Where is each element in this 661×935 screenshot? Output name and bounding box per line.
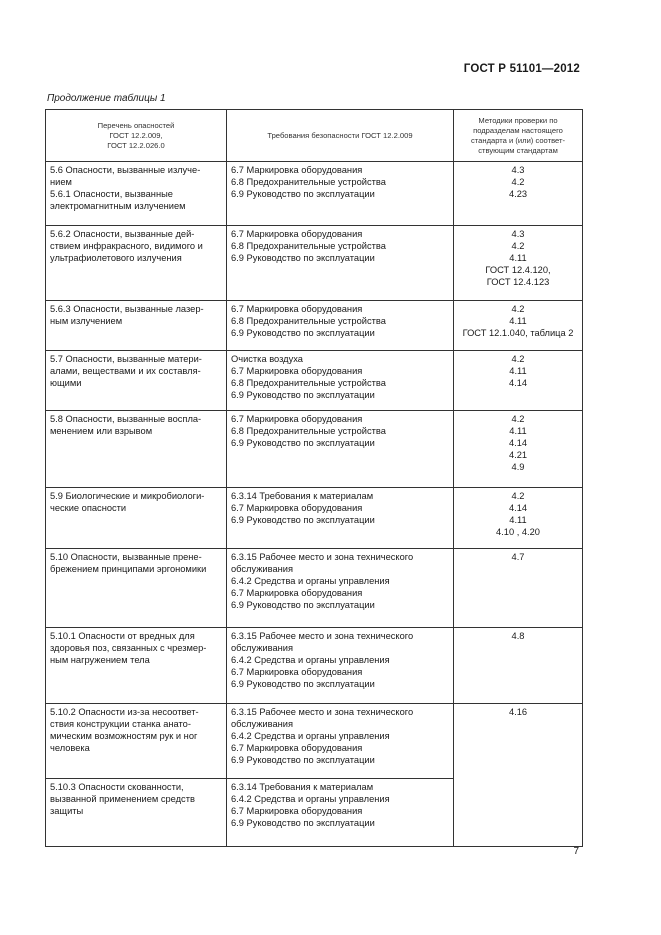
hazard-cell: [46, 162, 227, 226]
cell-line: 4.9: [511, 462, 525, 472]
cell-line: 4.2: [511, 491, 525, 501]
cell-line: 6.4.2 Средства и органы управления: [231, 731, 390, 741]
cell-line: 6.8 Предохранительные устройства: [231, 378, 386, 388]
cell-line: 6.9 Руководство по эксплуатации: [231, 818, 375, 828]
table-row: [46, 301, 583, 351]
cell-line: мическим возможностям рук и ног: [50, 731, 198, 741]
cell-line: 5.10.3 Опасности скованности,: [50, 782, 184, 792]
cell-line: 4.2: [511, 241, 525, 251]
cell-line: 4.8: [511, 631, 525, 641]
methods-cell: [454, 411, 583, 488]
table-header-row: [46, 110, 583, 162]
table-row: [46, 549, 583, 628]
hazard-cell: [46, 779, 227, 847]
page-number: 7: [573, 846, 579, 857]
cell-line: здоровья поз, связанных с чрезмер-: [50, 643, 207, 653]
table-row: [46, 488, 583, 549]
hazard-cell: [46, 704, 227, 779]
hazard-cell: [46, 351, 227, 411]
cell-line: человека: [50, 743, 90, 753]
cell-line: 6.9 Руководство по эксплуатации: [231, 253, 375, 263]
cell-line: 6.9 Руководство по эксплуатации: [231, 679, 375, 689]
cell-line: ГОСТ 12.4.123: [486, 277, 550, 287]
methods-cell: [454, 704, 583, 847]
cell-line: 6.7 Маркировка оборудования: [231, 366, 363, 376]
methods-cell: [454, 488, 583, 549]
cell-line: 4.14: [508, 503, 528, 513]
cell-line: ющими: [50, 378, 82, 388]
cell-line: 4.11: [509, 253, 527, 263]
cell-line: 6.7 Маркировка оборудования: [231, 304, 363, 314]
header-safety-requirements: [227, 110, 454, 162]
header-line: стандарта и (или) соответ-: [470, 135, 566, 145]
requirements-cell: [227, 779, 454, 847]
requirements-cell: [227, 704, 454, 779]
cell-line: 4.21: [508, 450, 528, 460]
cell-line: вызванной применением средств: [50, 794, 195, 804]
table-row: [46, 162, 583, 226]
hazards-table: [45, 109, 583, 847]
cell-line: 6.8 Предохранительные устройства: [231, 241, 386, 251]
requirements-cell: [227, 226, 454, 301]
cell-line: 6.4.2 Средства и органы управления: [231, 655, 390, 665]
requirements-cell: [227, 411, 454, 488]
cell-line: 4.11: [509, 426, 527, 436]
header-line: Перечень опасностей: [97, 120, 175, 130]
cell-line: 5.10 Опасности, вызванные прене-: [50, 552, 202, 562]
cell-line: 6.7 Маркировка оборудования: [231, 503, 363, 513]
header-hazards-list: [46, 110, 227, 162]
cell-line: ствием инфракрасного, видимого и: [50, 241, 203, 251]
cell-line: 6.4.2 Средства и органы управления: [231, 576, 390, 586]
cell-line: 4.14: [508, 378, 528, 388]
cell-line: 6.7 Маркировка оборудования: [231, 806, 363, 816]
cell-line: алами, веществами и их составля-: [50, 366, 201, 376]
cell-line: 4.2: [511, 304, 525, 314]
requirements-cell: [227, 301, 454, 351]
cell-line: 4.2: [511, 354, 525, 364]
cell-line: 6.9 Руководство по эксплуатации: [231, 515, 375, 525]
document-standard-header: ГОСТ Р 51101—2012: [463, 63, 580, 75]
cell-line: 6.9 Руководство по эксплуатации: [231, 755, 375, 765]
cell-line: ческие опасности: [50, 503, 127, 513]
cell-line: 6.9 Руководство по эксплуатации: [231, 438, 375, 448]
cell-line: 4.7: [511, 552, 525, 562]
cell-line: 6.7 Маркировка оборудования: [231, 229, 363, 239]
table-row: [46, 628, 583, 704]
cell-line: 6.3.15 Рабочее место и зона технического: [231, 631, 414, 641]
requirements-cell: [227, 162, 454, 226]
table-caption: Продолжение таблицы 1: [47, 93, 166, 104]
cell-line: ультрафиолетового излучения: [50, 253, 182, 263]
header-line: подразделам настоящего: [473, 125, 563, 135]
cell-line: 5.10.2 Опасности из-за несоответ-: [50, 707, 199, 717]
cell-line: 6.3.14 Требования к материалам: [231, 782, 374, 792]
cell-line: 4.11: [509, 515, 527, 525]
cell-line: 6.7 Маркировка оборудования: [231, 414, 363, 424]
cell-line: обслуживания: [231, 564, 293, 574]
cell-line: ным нагружением тела: [50, 655, 150, 665]
cell-line: 4.3: [511, 229, 525, 239]
cell-line: 6.9 Руководство по эксплуатации: [231, 600, 375, 610]
cell-line: обслуживания: [231, 719, 293, 729]
table-row: [46, 351, 583, 411]
requirements-cell: [227, 628, 454, 704]
header-test-methods: [454, 110, 583, 162]
hazard-cell: [46, 628, 227, 704]
cell-line: 6.7 Маркировка оборудования: [231, 667, 363, 677]
methods-cell: [454, 351, 583, 411]
hazard-cell: [46, 488, 227, 549]
cell-line: 4.10 , 4.20: [496, 527, 540, 537]
cell-line: 6.8 Предохранительные устройства: [231, 426, 386, 436]
requirements-cell: [227, 351, 454, 411]
cell-line: менением или взрывом: [50, 426, 153, 436]
hazard-cell: [46, 226, 227, 301]
hazard-cell: [46, 411, 227, 488]
cell-line: 4.11: [509, 366, 527, 376]
cell-line: 6.7 Маркировка оборудования: [231, 588, 363, 598]
cell-line: 4.14: [508, 438, 528, 448]
cell-line: обслуживания: [231, 643, 293, 653]
cell-line: 6.7 Маркировка оборудования: [231, 743, 363, 753]
cell-line: 6.3.15 Рабочее место и зона технического: [231, 552, 414, 562]
table-row: [46, 226, 583, 301]
cell-line: 6.4.2 Средства и органы управления: [231, 794, 390, 804]
cell-line: 4.3: [511, 165, 525, 175]
methods-cell: [454, 162, 583, 226]
cell-line: Очистка воздуха: [231, 354, 303, 364]
methods-cell: [454, 549, 583, 628]
cell-line: 5.6.1 Опасности, вызванные: [50, 189, 173, 199]
cell-line: 5.6 Опасности, вызванные излуче-: [50, 165, 201, 175]
methods-cell: [454, 226, 583, 301]
cell-line: ным излучением: [50, 316, 123, 326]
cell-line: нием: [50, 177, 72, 187]
hazard-cell: [46, 301, 227, 351]
cell-line: 6.9 Руководство по эксплуатации: [231, 390, 375, 400]
cell-line: 5.6.2 Опасности, вызванные дей-: [50, 229, 195, 239]
hazard-cell: [46, 549, 227, 628]
cell-line: 4.16: [508, 707, 528, 717]
cell-line: электромагнитным излучением: [50, 201, 186, 211]
cell-line: ГОСТ 12.1.040, таблица 2: [462, 328, 574, 338]
cell-line: 6.3.14 Требования к материалам: [231, 491, 374, 501]
cell-line: 6.7 Маркировка оборудования: [231, 165, 363, 175]
cell-line: 5.9 Биологические и микробиологи-: [50, 491, 205, 501]
table-body: [46, 162, 583, 847]
cell-line: 4.11: [509, 316, 527, 326]
cell-line: 5.6.3 Опасности, вызванные лазер-: [50, 304, 204, 314]
header-line: ГОСТ 12.2.009,: [109, 130, 163, 140]
cell-line: брежением принципами эргономики: [50, 564, 207, 574]
cell-line: 5.10.1 Опасности от вредных для: [50, 631, 195, 641]
cell-line: защиты: [50, 806, 84, 816]
header-line: ствующим стандартам: [478, 145, 558, 155]
cell-line: 6.8 Предохранительные устройства: [231, 316, 386, 326]
cell-line: 6.3.15 Рабочее место и зона технического: [231, 707, 414, 717]
cell-line: 6.9 Руководство по эксплуатации: [231, 328, 375, 338]
cell-line: ГОСТ 12.4.120,: [485, 265, 551, 275]
methods-cell: [454, 628, 583, 704]
cell-line: 5.8 Опасности, вызванные воспла-: [50, 414, 202, 424]
cell-line: 4.2: [511, 414, 525, 424]
header-line: Методики проверки по: [478, 115, 558, 125]
header-line: ГОСТ 12.2.026.0: [107, 140, 165, 150]
cell-line: 4.23: [508, 189, 528, 199]
methods-cell: [454, 301, 583, 351]
cell-line: 6.9 Руководство по эксплуатации: [231, 189, 375, 199]
cell-line: 6.8 Предохранительные устройства: [231, 177, 386, 187]
cell-line: ствия конструкции станка анато-: [50, 719, 191, 729]
header-line: Требования безопасности ГОСТ 12.2.009: [267, 130, 413, 140]
requirements-cell: [227, 488, 454, 549]
table-row: [46, 704, 583, 779]
cell-line: 5.7 Опасности, вызванные матери-: [50, 354, 202, 364]
table-row: [46, 411, 583, 488]
cell-line: 4.2: [511, 177, 525, 187]
requirements-cell: [227, 549, 454, 628]
